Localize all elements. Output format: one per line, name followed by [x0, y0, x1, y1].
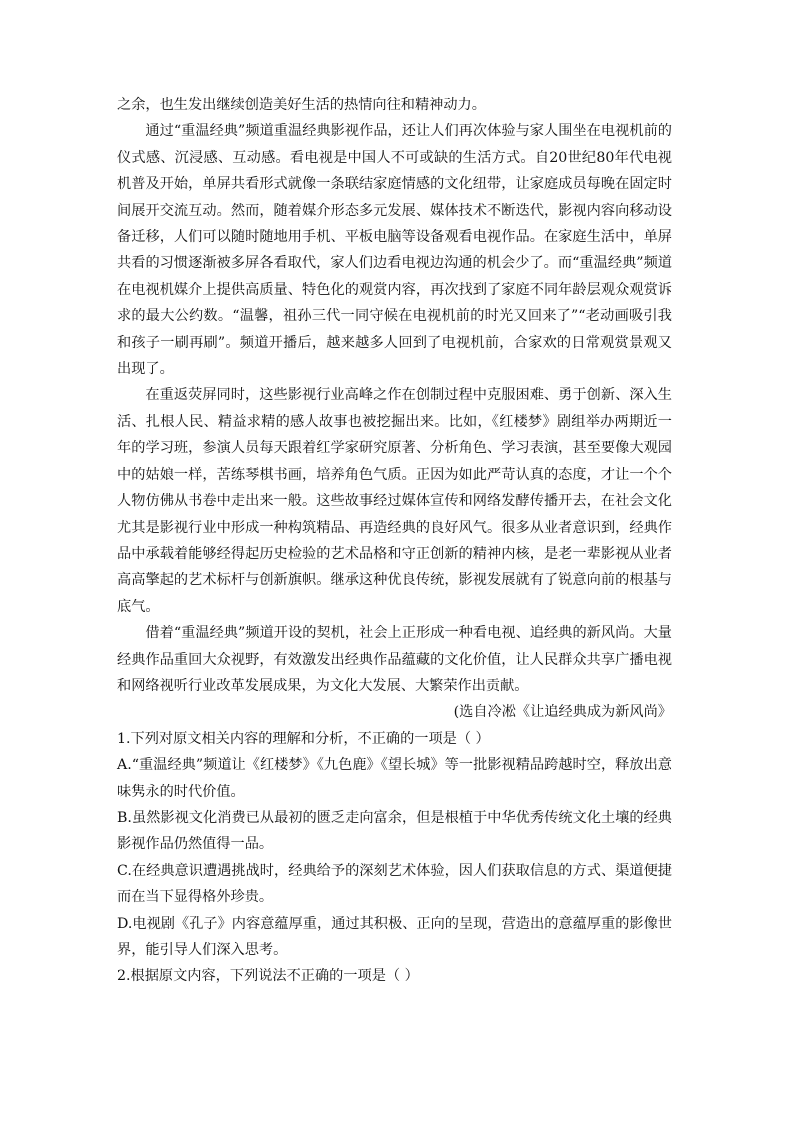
question-1-option-b: B.虽然影视文化消费已从最初的匮乏走向富余，但是根植于中华优秀传统文化土壤的经典影视作品仍然值得一品。 [117, 809, 672, 853]
article-paragraph: 之余，也生发出继续创造美好生活的热情向往和精神动力。 [117, 97, 486, 113]
question-1-stem: 1.下列对原文相关内容的理解和分析，不正确的一项是（ ） [117, 730, 490, 747]
question-1-option-a: A.“重温经典”频道让《红楼梦》《九色鹿》《望长城》等一批影视精品跨越时空，释放出意味隽永的时代价值。 [117, 757, 672, 800]
article-source: (选自冷凇《让追经典成为新风尚》 [453, 704, 672, 721]
article-paragraph: 通过“重温经典”频道重温经典影视作品，还让人们再次体验与家人围坐在电视机前的仪式感、沉浸感、互动感。看电视是中国人不可或缺的生活方式。自20世纪80年代电视机普及开始，单屏共看形式就像一条联结家庭情感的文化纽带，让家庭成员每晚在固定时间展开交流互动。然而，随着媒介形态多元发展、媒体技术不断迭代，影视内容向移动设备迁移，人们可以随时随地用手机、平板电脑等设备观看电视作品。在家庭生活中，单屏共看的习惯逐渐被多屏各看取代，家人们边看电视边沟通的机会少了。而“重温经典”频道在电视机媒介上提供高质量、特色化的观赏内容，再次找到了家庭不同年龄层观众观赏诉求的最大公约数。“温馨，祖孙三代一同守候在电视机前的时光又回来了”“老动画吸引我和孩子一刷再刷”。频道开播后，越来越多人回到了电视机前，合家欢的日常观赏景观又出现了。 [117, 123, 672, 378]
document-page [117, 92, 672, 990]
question-2-stem: 2.根据原文内容，下列说法不正确的一项是（ ） [117, 968, 419, 985]
article-paragraph: 借着“重温经典”频道开设的契机，社会上正形成一种看电视、追经典的新风尚。大量经典作品重回大众视野，有效激发出经典作品蕴藏的文化价值，让人民群众共享广播电视和网络视听行业改革发展成果，为文化大发展、大繁荣作出贡献。 [117, 625, 672, 694]
question-1-option-c: C.在经典意识遭遇挑战时，经典给予的深刻艺术体验，因人们获取信息的方式、渠道便捷而在当下显得格外珍贵。 [117, 862, 672, 906]
question-1-option-d: D.电视剧《孔子》内容意蕴厚重，通过其积极、正向的呈现，营造出的意蕴厚重的影像世界，能引导人们深入思考。 [117, 915, 672, 958]
article-paragraph: 在重返荧屏同时，这些影视行业高峰之作在创制过程中克服困难、勇于创新、深入生活、扎根人民、精益求精的感人故事也被挖掘出来。比如，《红楼梦》剧组举办两期近一年的学习班，参演人员每天跟着红学家研究原著、分析角色、学习表演，甚至要像大观园中的姑娘一样，苦练琴棋书画，培养角色气质。正因为如此严苛认真的态度，才让一个个人物仿佛从书卷中走出来一般。这些故事经过媒体宣传和网络发酵传播开去，在社会文化尤其是影视行业中形成一种构筑精品、再造经典的良好风气。很多从业者意识到，经典作品中承载着能够经得起历史检验的艺术品格和守正创新的精神内核，是老一辈影视从业者高高擎起的艺术标杆与创新旗帜。继承这种优良传统，影视发展就有了锐意向前的根基与底气。 [117, 387, 672, 615]
